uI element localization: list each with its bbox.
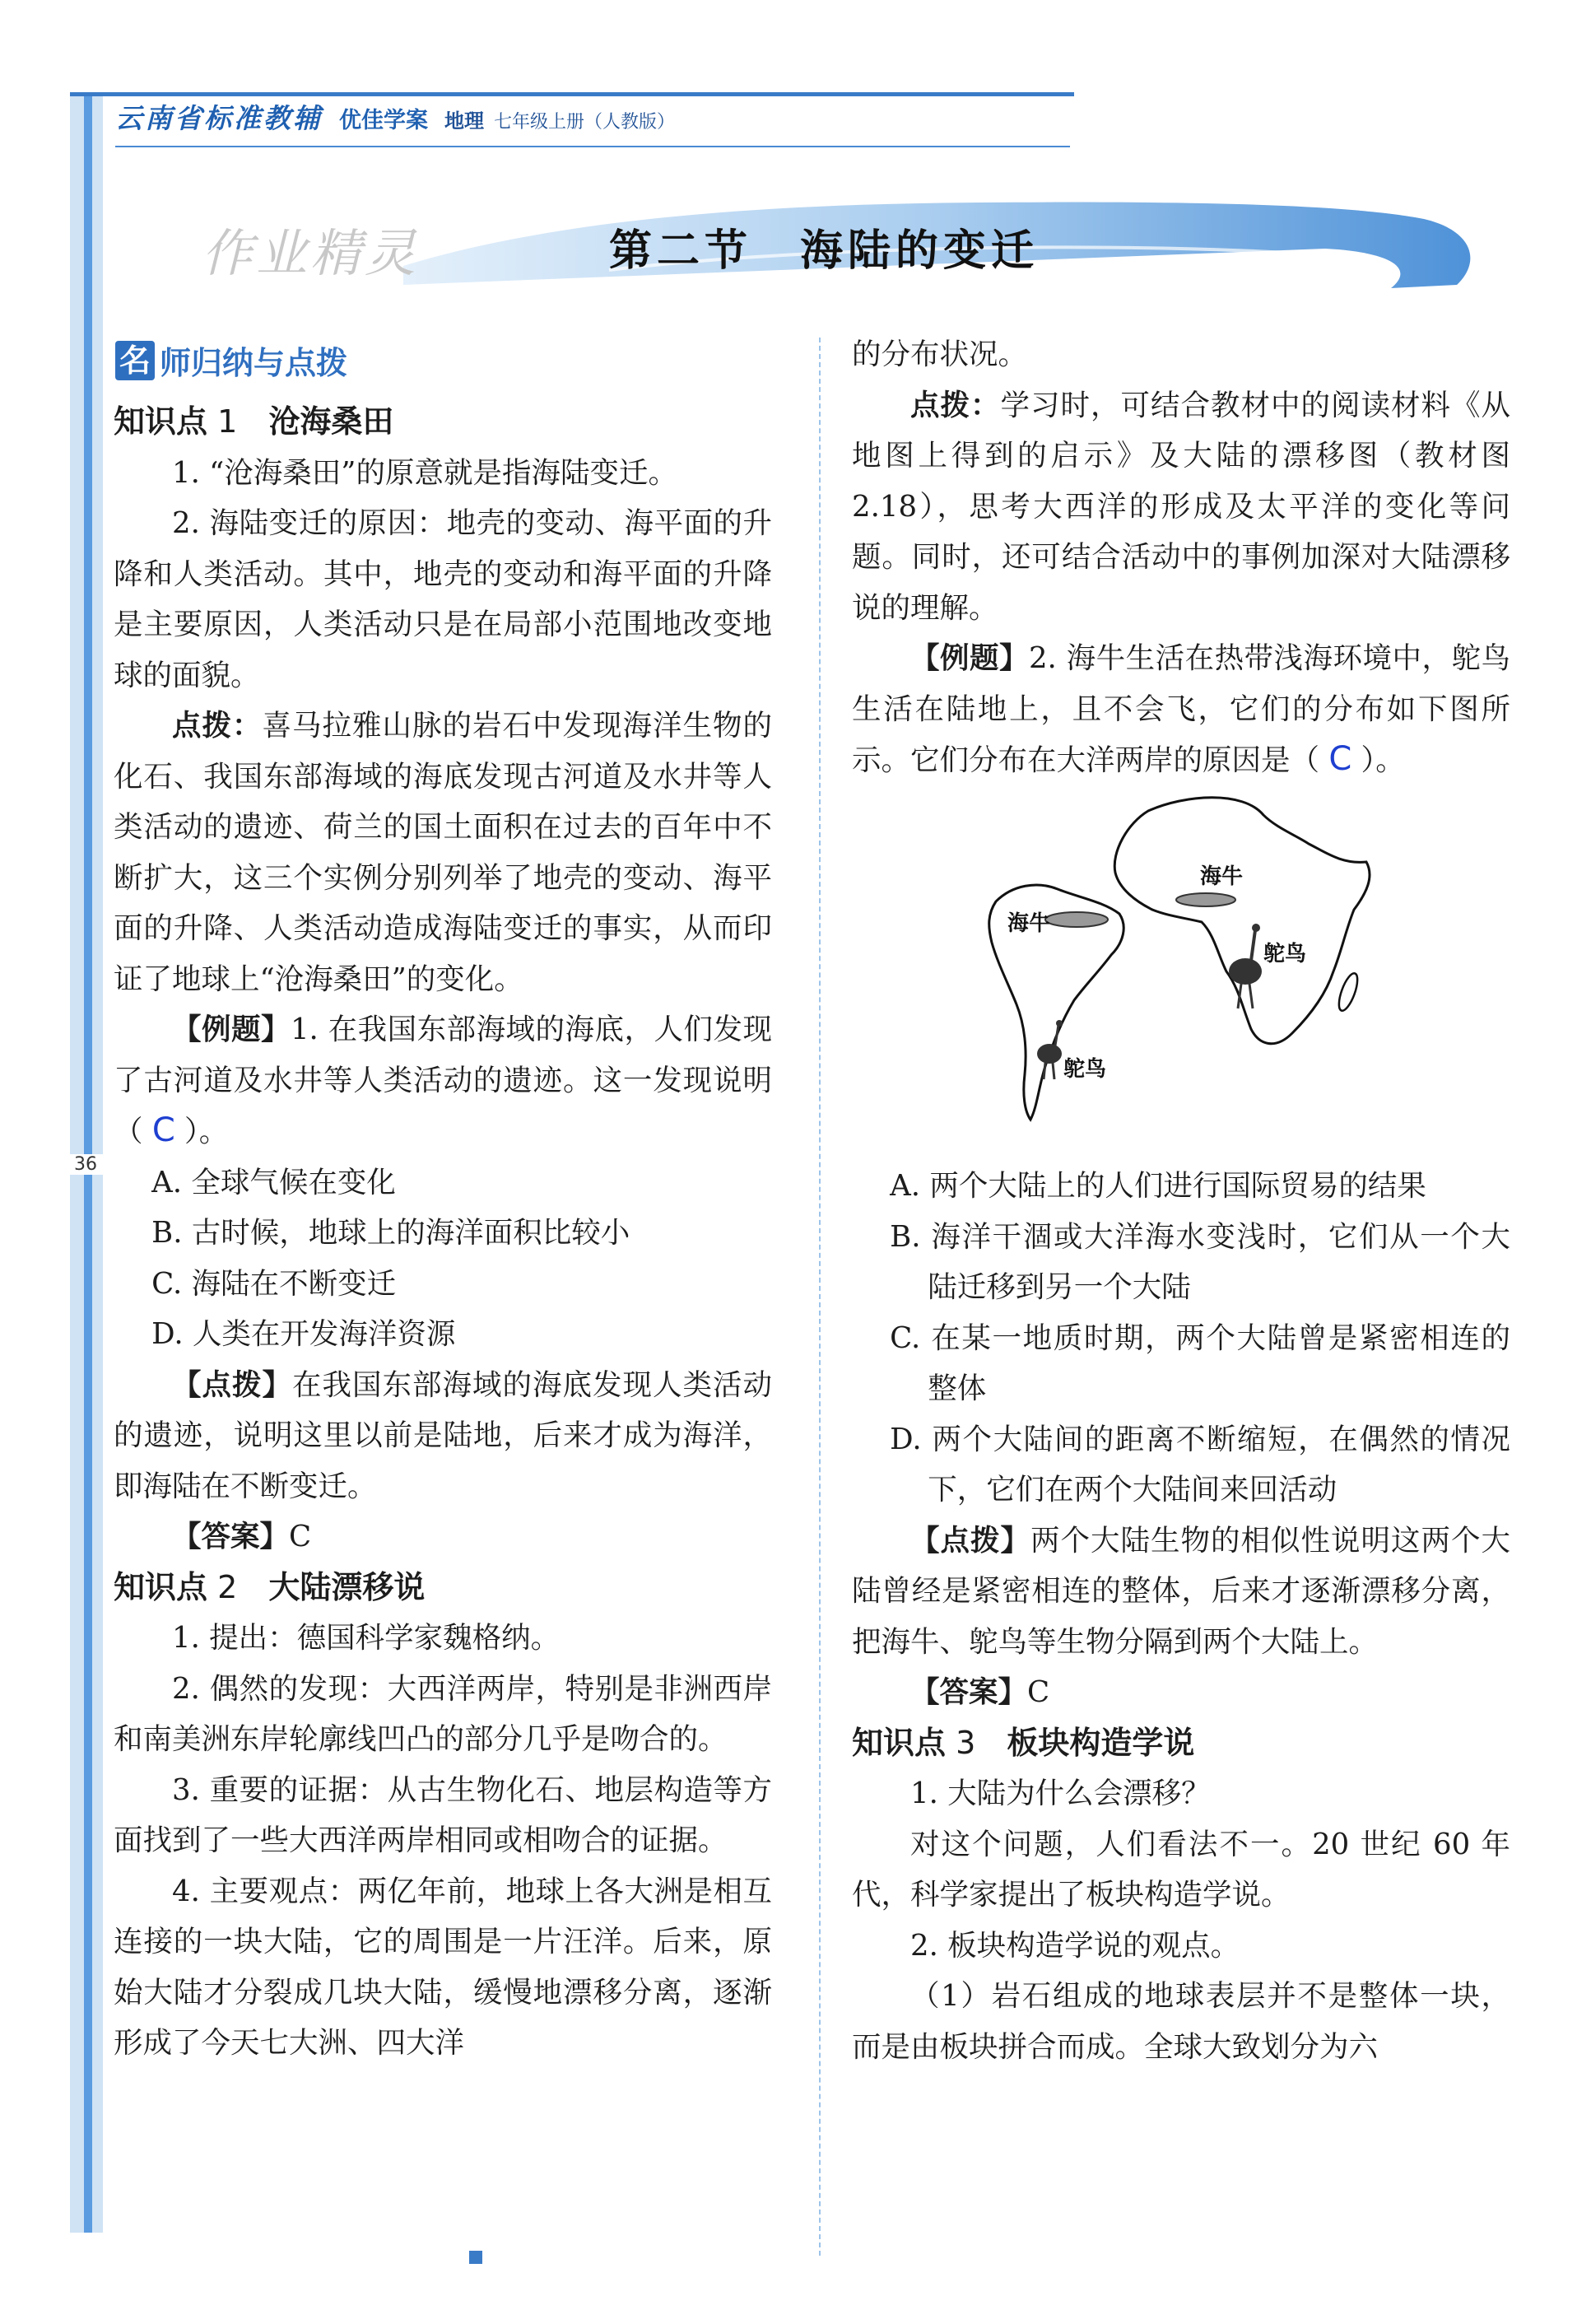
column-divider xyxy=(819,338,821,2256)
example-1-answer-fill: C xyxy=(151,1111,175,1149)
header-grade: 七年级上册（人教版） xyxy=(494,112,676,133)
example-1-option: A. 全球气候在变化 xyxy=(151,1165,396,1199)
example-1-option: B. 古时候，地球上的海洋面积比较小 xyxy=(151,1216,630,1250)
left-column xyxy=(114,397,772,2069)
example-2-answer-fill: C xyxy=(1328,740,1352,778)
madagascar-outline xyxy=(1335,971,1361,1013)
example-2-tip: 【点拨】两个大陆生物的相似性说明这两个大陆曾经是紧密相连的整体，后来才逐渐漂移分离，把海牛、鸵鸟等生物分隔到两个大陆上。 xyxy=(852,1523,1510,1659)
map-label-ostrich-sa: 鸵鸟 xyxy=(1063,1057,1107,1082)
header-series: 云南省标准教辅 xyxy=(115,102,323,134)
distribution-map xyxy=(979,786,1416,1140)
example-1-question: 【例题】1. 在我国东部海域的海底，人们发现了古河道及水井等人类活动的遗迹。这一发现说明（ C ）。 xyxy=(114,1013,772,1149)
bottom-marker xyxy=(469,2251,482,2264)
badge-icon: 名 xyxy=(115,341,155,380)
watermark: 作业精灵 xyxy=(202,223,420,283)
kp3-heading: 知识点 3 板块构造学说 xyxy=(852,1724,1195,1761)
example-1-answer: 【答案】C xyxy=(172,1520,312,1553)
africa-outline xyxy=(1114,798,1370,1044)
kp2-para: 1. 提出：德国科学家魏格纳。 xyxy=(172,1621,561,1655)
example-1-option: D. 人类在开发海洋资源 xyxy=(151,1317,456,1351)
right-column-top xyxy=(852,329,1510,786)
kp1-tip: 点拨：喜马拉雅山脉的岩石中发现海洋生物的化石、我国东部海域的海底发现古河道及水井等人类活动的遗迹、荷兰的国土面积在过去的百年中不断扩大，这三个实例分别列举了地壳的变动、海平面的升降、人类活动造成海陆变迁的事实，从而印证了地球上“沧海桑田”的变化。 xyxy=(114,709,772,996)
manatee-icon xyxy=(1176,893,1235,906)
right-column-bottom xyxy=(852,1161,1510,2072)
continued-text: 的分布状况。 xyxy=(852,338,1028,371)
kp1-para: 2. 海陆变迁的原因：地壳的变动、海平面的升降和人类活动。其中，地壳的变动和海平面的升降是主要原因，人类活动只是在局部小范围地改变地球的面貌。 xyxy=(114,506,772,692)
page-number: 36 xyxy=(67,1154,104,1175)
example-2-option: B. 海洋干涸或大洋海水变浅时，它们从一个大陆迁移到另一个大陆 xyxy=(890,1219,1510,1304)
header-rule xyxy=(115,146,1070,147)
kp1-para: 1. “沧海桑田”的原意就是指海陆变迁。 xyxy=(172,455,677,490)
kp3-para: 对这个问题，人们看法不一。20 世纪 60 年代，科学家提出了板块构造学说。 xyxy=(852,1827,1510,1912)
example-2-option: D. 两个大陆间的距离不断缩短，在偶然的情况下，它们在两个大陆间来回活动 xyxy=(890,1422,1510,1507)
running-header xyxy=(115,97,675,136)
kp2-tip: 点拨：学习时，可结合教材中的阅读材料《从地图上得到的启示》及大陆的漂移图（教材图 2.18），思考大西洋的形成及太平洋的变化等问题。同时，还可结合活动中的事例加深对大陆漂移说的理解。 xyxy=(852,388,1510,625)
header-bar xyxy=(70,92,1074,96)
example-1-option: C. 海陆在不断变迁 xyxy=(151,1266,397,1301)
kp3-para: （1）岩石组成的地球表层并不是整体一块，而是由板块拼合而成。全球大致划分为六 xyxy=(852,1979,1510,2064)
example-2-answer: 【答案】C xyxy=(910,1675,1050,1709)
manatee-icon xyxy=(1045,912,1108,927)
map-label-manatee-sa: 海牛 xyxy=(1007,911,1051,936)
kp3-para: 2. 板块构造学说的观点。 xyxy=(910,1928,1240,1963)
header-subject: 地理 xyxy=(444,109,484,133)
kp2-para: 3. 重要的证据：从古生物化石、地层构造等方面找到了一些大西洋两岸相同或相吻合的证据。 xyxy=(114,1772,772,1857)
kp1-heading: 知识点 1 沧海桑田 xyxy=(114,403,394,440)
kp2-para: 4. 主要观点：两亿年前，地球上各大洲是相互连接的一块大陆，它的周围是一片汪洋。后来，原始大陆才分裂成几块大陆，缓慢地漂移分离，逐渐形成了今天七大洲、四大洋 xyxy=(114,1874,772,2060)
map-label-ostrich-africa: 鸵鸟 xyxy=(1263,942,1307,966)
header-brand: 优佳学案 xyxy=(339,108,428,133)
badge-text: 师归纳与点拨 xyxy=(160,345,348,381)
page-number-box xyxy=(67,1103,104,1235)
example-2-question: 【例题】2. 海牛生活在热带浅海环境中，鸵鸟生活在陆地上，且不会飞，它们的分布如下图所示。它们分布在大洋两岸的原因是（ C ）。 xyxy=(852,641,1510,778)
example-1-tip: 【点拨】在我国东部海域的海底发现人类活动的遗迹，说明这里以前是陆地，后来才成为海洋，即海陆在不断变迁。 xyxy=(114,1367,772,1503)
kp2-para: 2. 偶然的发现：大西洋两岸，特别是非洲西岸和南美洲东岸轮廓线凹凸的部分几乎是吻合的。 xyxy=(114,1671,772,1756)
example-2-option: A. 两个大陆上的人们进行国际贸易的结果 xyxy=(890,1169,1426,1203)
kp2-heading: 知识点 2 大陆漂移说 xyxy=(114,1568,426,1605)
section-badge xyxy=(115,338,347,383)
section-title: 第二节 海陆的变迁 xyxy=(609,226,1040,276)
example-2-option: C. 在某一地质时期，两个大陆曾是紧密相连的整体 xyxy=(890,1320,1510,1405)
kp3-para: 1. 大陆为什么会漂移？ xyxy=(910,1777,1211,1810)
map-label-manatee-africa: 海牛 xyxy=(1200,864,1244,889)
